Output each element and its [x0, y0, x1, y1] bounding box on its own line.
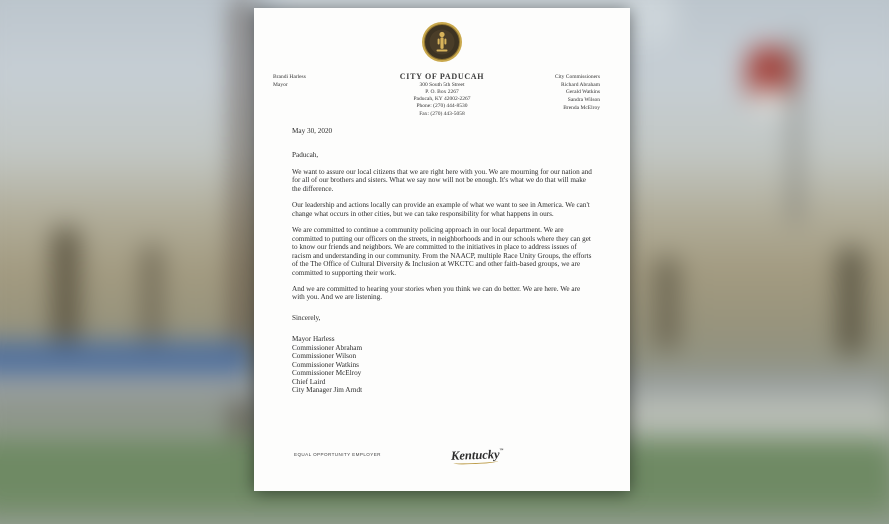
signature-line: Commissioner McElroy [292, 369, 362, 378]
paragraph: We want to assure our local citizens that we are right here with you. We are mourning for our nation and for all of our brothers and sisters. What we say now will not be enough. It's what we do that will make the difference. [292, 167, 592, 193]
organization-name: CITY OF PADUCAH [399, 72, 485, 81]
commissioners-block [555, 74, 600, 112]
paragraph: Our leadership and actions locally can provide an example of what we want to see in America. We can't change what occurs in other cities, but we can take responsibility for what happens in ours. [292, 201, 590, 218]
commissioner-name: Sandra Wilson [567, 97, 600, 104]
address-line: 300 South 5th Street [419, 82, 465, 88]
salutation: Paducah, [292, 151, 319, 160]
signature-line: Mayor Harless [292, 335, 335, 344]
letter-footer [294, 446, 592, 463]
mayor-name: Brandi Harless [273, 74, 306, 80]
address-line: P. O. Box 2267 [425, 89, 459, 96]
background-column [54, 226, 78, 346]
letter-body [254, 127, 630, 395]
background-railing [0, 342, 256, 374]
kentucky-logo [451, 448, 504, 462]
commissioners-heading: City Commissioners [554, 74, 600, 80]
paragraph: And we are committed to hearing your stories when you think we can do better. We are here. We are with you. And we are listening. [292, 285, 581, 302]
letter-page [254, 8, 630, 491]
address-line: Fax: (270) 443-5058 [419, 110, 465, 117]
background-column [144, 244, 160, 344]
address-line: Paducah, KY 42002-2267 [413, 96, 471, 103]
background-doorway [232, 0, 252, 476]
signature-block [292, 335, 592, 394]
trademark-symbol: ™ [499, 446, 504, 452]
signature-line: Commissioner Wilson [292, 352, 357, 361]
commissioner-name: Brenda McElroy [563, 104, 600, 111]
background-column [838, 246, 864, 356]
city-seal-icon [420, 19, 464, 70]
mayor-title: Mayor [273, 81, 288, 88]
mayor-block [273, 74, 306, 89]
letter-date: May 30, 2020 [292, 126, 333, 135]
signature-line: Commissioner Watkins [292, 360, 359, 369]
commissioner-name: Gerald Watkins [565, 89, 600, 96]
paragraph: We are committed to continue a community policing approach in our local department. We are committed to putting our officers on the streets, in neighborhoods and in our schools where they can get to know our friends and neighbors. We are committed to the initiatives in place to address issues of racism and understanding in our community. From the NAACP, multiple Race Unity Groups, the efforts of the The Office of Cultural Diversity & Inclusion at WKCTC and other faith-based groups, we are committed to supporting their work. [292, 226, 592, 277]
signature-line: City Manager Jim Arndt [292, 386, 363, 395]
background-column [656, 256, 678, 351]
signature-line: Chief Laird [292, 377, 326, 386]
background-flagpole [792, 34, 799, 224]
background-flag-stripe [750, 88, 790, 114]
kentucky-logo-text: Kentucky [450, 446, 500, 463]
commissioner-name: Richard Abraham [561, 81, 600, 88]
address-line: Phone: (270) 444-8530 [416, 103, 468, 110]
closing: Sincerely, [292, 313, 321, 322]
signature-line: Commissioner Abraham [292, 343, 363, 352]
equal-opportunity-text: EQUAL OPPORTUNITY EMPLOYER [294, 452, 381, 458]
